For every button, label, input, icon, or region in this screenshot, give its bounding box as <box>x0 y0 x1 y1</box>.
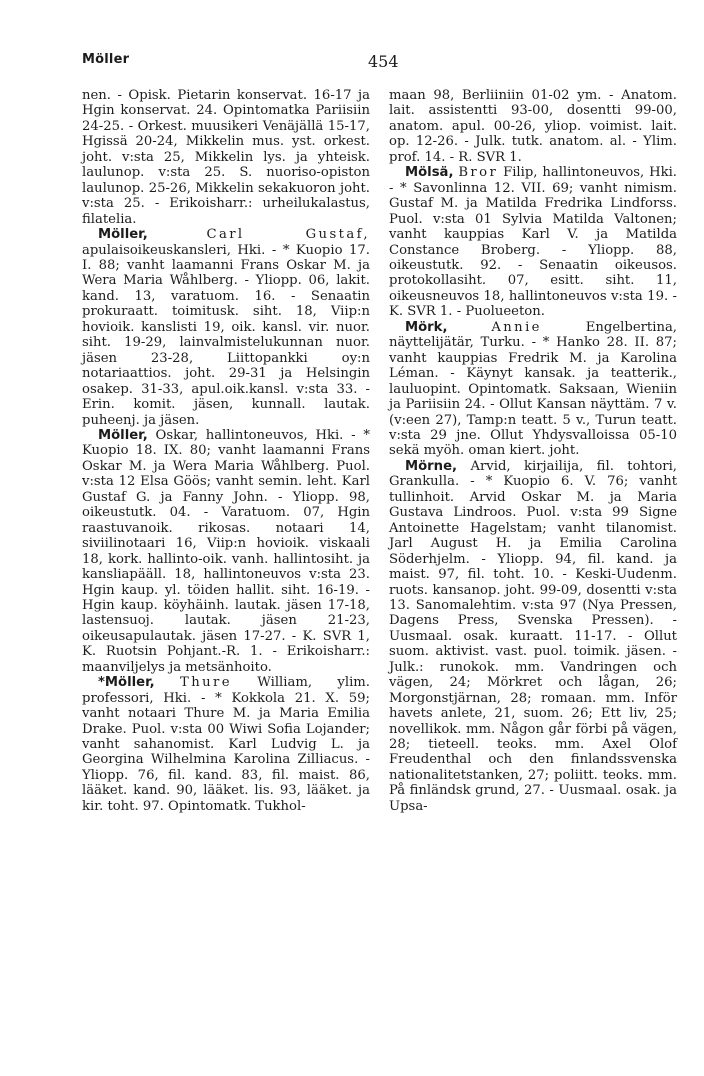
biography-entry <box>389 88 677 165</box>
biography-entry <box>389 459 677 814</box>
page-header <box>82 52 682 74</box>
entry-forename: Thure <box>180 675 232 691</box>
biography-entry <box>82 428 370 675</box>
entry-forename: Annie <box>491 319 542 335</box>
entry-text: Arvid, kirjailija, fil. tohtori, Grankulla. - * Kuopio 6. V. 76; vanht tullinhoit. Arvid Oskar M. ja Maria Gustava Lindroos. Puol. v:sta 99 Signe Antoinette Hagelstam; vanht tilanomist. Jarl August H. ja Emilia Carolina Söderhjelm. - Yliopp. 94, fil. kand. ja maist. 97, fil. toht. 10. - Keski-Uudenm. ruots. kansanop. joht. 99-09, dosentti v:sta 13. Sanomalehtim. v:sta 97 (Nya Pressen, Dagens Press, Svenska Pressen). - Uusmaal. osak. kuraatt. 11-17. - Ollut suom. aktivist. vast. puol. toimik. jäsen. - Julk.: runokok. mm. Vandringen och vägen, 24; Mörkret och lågan, 26; Morgonstjärnan, 28; romaan. mm. Inför havets anlete, 21, suom. 26; Ett liv, 25; novellikok. mm. Någon går förbi på vägen, 28; tieteell. teoks. mm. Axel Olof Freudenthal och den finlandssvenska nationalitetstanken, 27; poliitt. teoks. mm. På finländsk grund, 27. - Uusmaal. osak. ja Upsa- <box>389 458 677 814</box>
entry-forename: Carl Gustaf, <box>206 227 370 243</box>
entry-surname: Mörne, <box>405 458 458 474</box>
entry-forename: Bror <box>458 165 499 181</box>
left-column <box>82 88 370 814</box>
biography-entry <box>389 165 677 320</box>
entry-text: William, ylim. professori, Hki. - * Kokkola 21. X. 59; vanht notaari Thure M. ja Maria Emilia Drake. Puol. v:sta 00 Wiwi Sofia Lojander; vanht sahanomist. Karl Ludvig L. ja Georgina Wilhelmina Karolina Zilliacus. - Yliopp. 76, fil. kand. 83, fil. maist. 86, lääket. kand. 90, lääket. lis. 93, lääket. ja kir. toht. 97. Opintomatk. Tukhol- <box>82 675 370 814</box>
entry-text: Oskar, hallintoneuvos, Hki. - * Kuopio 18. IX. 80; vanht laamanni Frans Oskar M. ja Wera Maria Wåhlberg. Puol. v:sta 12 Elsa Göös; vanht semin. leht. Karl Gustaf G. ja Fanny John. - Yliopp. 98, oikeustutk. 04. - Varatuom. 07, Hgin raastuvanoik. rikosas. notaari 14, siviilinotaari 16, Viip:n hovioik. viskaali 18, kork. hallinto-oik. vanh. hallintosiht. ja kansliapääll. 18, hallintoneuvos v:sta 23. Hgin kaup. yl. töiden hallit. siht. 16-19. - Hgin kaup. köyhäinh. lautak. jäsen 17-18, lastensuoj. lautak. jäsen 21-23, oikeusapulautak. jäsen 17-27. - K. SVR 1, K. Ruotsin Pohjant.-R. 1. - Erikoisharr.: maanviljelys ja metsänhoito. <box>82 427 370 675</box>
entry-surname: Mörk, <box>405 319 448 335</box>
entry-surname: *Möller, <box>98 675 155 691</box>
page-number: 454 <box>368 52 399 71</box>
entry-surname: Möller, <box>98 427 148 443</box>
entry-text: maan 98, Berliiniin 01-02 ym. - Anatom. lait. assistentti 93-00, dosentti 99-00, anatom. apul. 00-26, yliop. voimist. lait. op. 12-26. - Julk. tutk. anatom. al. - Ylim. prof. 14. - R. SVR 1. <box>389 88 677 165</box>
biography-entry <box>82 675 370 814</box>
entry-surname: Möller, <box>98 227 148 243</box>
right-column <box>389 88 677 814</box>
entry-text: Engelbertina, näyttelijätär, Turku. - * Hanko 28. II. 87; vanht kauppias Fredrik M. ja Karolina Léman. - Käynyt kansak. ja teatterik., lauluopint. Opintomatk. Saksaan, Wieniin ja Pariisiin 24. - Ollut Kansan näyttäm. 7 v. (v:een 27), Tamp:n teatt. 5 v., Turun teatt. v:sta 29 jne. Ollut Yhdysvalloissa 05-10 sekä myöh. oman kiert. joht. <box>389 319 677 459</box>
entry-text: apulaisoikeuskansleri, Hki. - * Kuopio 17. I. 88; vanht laamanni Frans Oskar M. ja Wera Maria Wåhlberg. - Yliopp. 06, lakit. kand. 13, varatuom. 16. - Senaatin prokuraatt. toimitusk. siht. 18, Viip:n hovioik. kanslisti 19, oik. kansl. vir. nuor. siht. 19-29, lainvalmistelukunnan nuor. jäsen 23-28, Liittopankki oy:n notariaattios. joht. 29-31 ja Helsingin osakep. 31-33, apul.oik.kansl. v:sta 33. - Erin. komit. jäsen, kunnall. lautak. puheenj. ja jäsen. <box>82 242 370 428</box>
biography-entry <box>82 227 370 428</box>
running-head: Möller <box>82 52 130 67</box>
entry-surname: Mölsä, <box>405 165 454 181</box>
biography-entry <box>82 88 370 227</box>
entry-text: Filip, hallintoneuvos, Hki. - * Savonlinna 12. VII. 69; vanht nimism. Gustaf M. ja Matilda Fredrika Lindforss. Puol. v:sta 01 Sylvia Matilda Valtonen; vanht kauppias Karl V. ja Matilda Constance Broberg. - Yliopp. 88, oikeustutk. 92. - Senaatin oikeusos. protokollasiht. 07, esitt. siht. 11, oikeusneuvos 18, hallintoneuvos v:sta 19. - K. SVR 1. - Puolueeton. <box>389 165 678 320</box>
entry-text: nen. - Opisk. Pietarin konservat. 16-17 ja Hgin konservat. 24. Opintomatka Pariisiin 24-25. - Orkest. muusikeri Venäjällä 15-17, Hgissä 20-24, Mikkelin mus. yst. orkest. joht. v:sta 25, Mikkelin lys. ja yhteisk. laulunop. v:sta 25. S. nuoriso-opiston laulunop. 25-26, Mikkelin sekakuoron joht. v:sta 25. - Erikoisharr.: urheilukalastus, filatelia. <box>82 88 370 227</box>
biography-entry <box>389 320 677 459</box>
